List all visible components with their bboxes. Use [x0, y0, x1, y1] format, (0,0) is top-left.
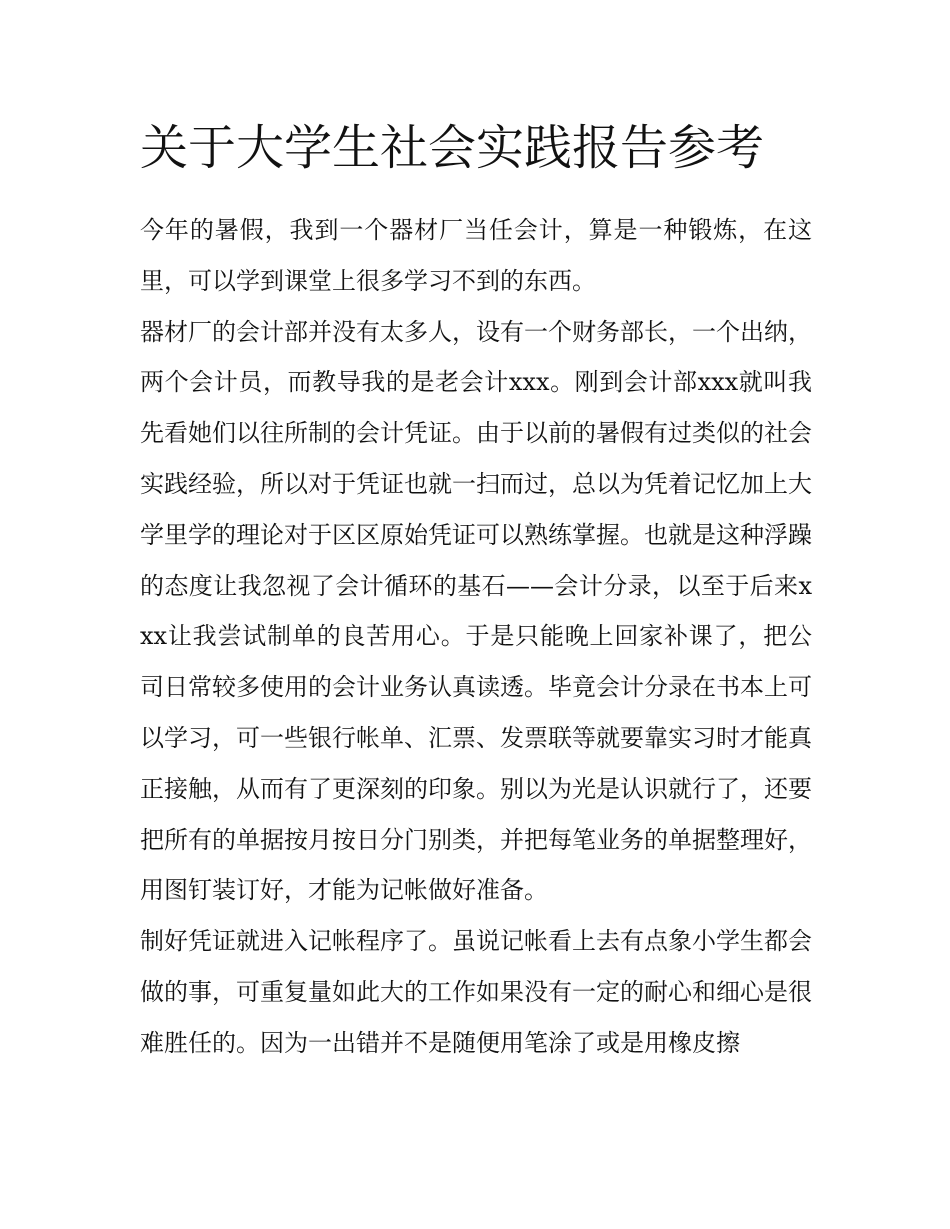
- paragraph-1: 今年的暑假，我到一个器材厂当任会计，算是一种锻炼，在这里，可以学到课堂上很多学习不到的东西。: [140, 216, 812, 295]
- paragraph-2: 器材厂的会计部并没有太多人，设有一个财务部长，一个出纳，两个会计员，而教导我的是老会计xxx。刚到会计部xxx就叫我先看她们以往所制的会计凭证。由于以前的暑假有过类似的社会实践经验，所以对于凭证也就一扫而过，总以为凭着记忆加上大学里学的理论对于区区原始凭证可以熟练掌握。也就是这种浮躁的态度让我忽视了会计循环的基石——会计分录，以至于后来xxx让我尝试制单的良苦用心。于是只能晚上回家补课了，把公司日常较多使用的会计业务认真读透。毕竟会计分录在书本上可以学习，可一些银行帐单、汇票、发票联等就要靠实习时才能真正接触，从而有了更深刻的印象。别以为光是认识就行了，还要把所有的单据按月按日分门别类，并把每笔业务的单据整理好，用图钉装订好，才能为记帐做好准备。: [140, 317, 812, 905]
- document-page: [140, 112, 812, 1069]
- paragraph-3: 制好凭证就进入记帐程序了。虽说记帐看上去有点象小学生都会做的事，可重复量如此大的工作如果没有一定的耐心和细心是很难胜任的。因为一出错并不是随便用笔涂了或是用橡皮擦: [140, 927, 812, 1057]
- document-title: 关于大学生社会实践报告参考: [140, 120, 765, 176]
